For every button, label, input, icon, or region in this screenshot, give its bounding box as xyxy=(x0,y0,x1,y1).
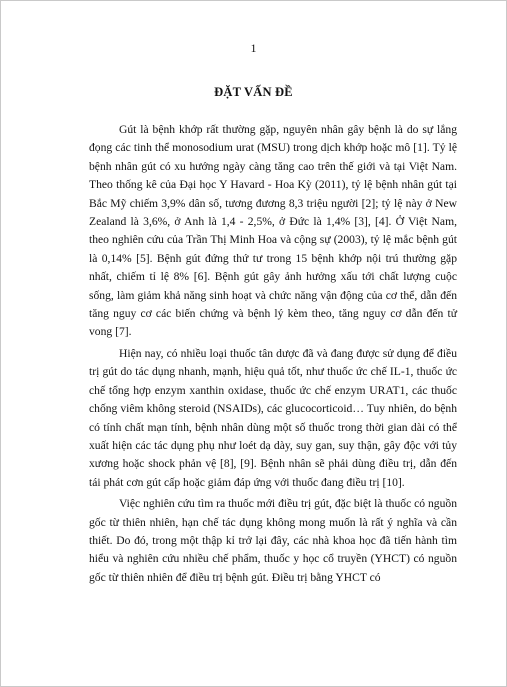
section-title: ĐẶT VẤN ĐỀ xyxy=(214,85,293,99)
page-number: 1 xyxy=(250,41,257,55)
paragraph: Gút là bệnh khớp rất thường gặp, nguyên nhân gây bệnh là do sự lắng đọng các tinh thể monosodium urat (MSU) trong dịch khớp hoặc mô [1]. Tỷ lệ bệnh nhân gút có xu hướng ngày càng tăng cao trên thế giới và tại Việt Nam. Theo thống kê của Đại học Y Havard - Hoa Kỳ (2011), tỷ lệ bệnh nhân gút tại Bắc Mỹ chiếm 3,9% dân số, tương đương 8,3 triệu người [2]; tỷ lệ này ở New Zealand là 3,6%, ở Anh là 1,4 - 2,5%, ở Đức là 1,4% [3], [4]. Ở Việt Nam, theo nghiên cứu của Trần Thị Minh Hoa và cộng sự (2003), tỷ lệ mắc bệnh gút là 0,14% [5]. Bệnh gút đứng thứ tư trong 15 bệnh khớp nội trú thường gặp nhất, chiếm tỉ lệ 8% [6]. Bệnh gút gây ảnh hưởng xấu tới chất lượng cuộc sống, làm giảm khả năng sinh hoạt và chức năng vận động của cơ thể, dẫn đến tăng nguy cơ các biến chứng và bệnh lý kèm theo, tăng nguy cơ dẫn đến tử vong [7]. xyxy=(89,123,457,339)
paragraph: Việc nghiên cứu tìm ra thuốc mới điều trị gút, đặc biệt là thuốc có nguồn gốc từ thiên nhiên, hạn chế tác dụng không mong muốn là rất ý nghĩa và cần thiết. Do đó, trong một thập kỉ trở lại đây, các nhà khoa học đã tiến hành tìm hiểu và nghiên cứu nhiều chế phẩm, thuốc y học cổ truyền (YHCT) có nguồn gốc từ thiên nhiên để điều trị bệnh gút. Điều trị bằng YHCT có xyxy=(89,497,457,584)
paragraph: Hiện nay, có nhiều loại thuốc tân dược đã và đang được sử dụng để điều trị gút do tác dụng nhanh, mạnh, hiệu quả tốt, như thuốc ức chế IL-1, thuốc ức chế tổng hợp enzym xanthin oxidase, thuốc ức chế enzym URAT1, các thuốc chống viêm không steroid (NSAIDs), các glucocorticoid… Tuy nhiên, do bệnh có tính chất mạn tính, bệnh nhân dùng một số thuốc trong thời gian dài có thể xuất hiện các tác dụng phụ như loét dạ dày, suy gan, suy thận, gây độc với tủy xương hoặc shock phản vệ [8], [9]. Bệnh nhân sẽ phải dùng điều trị, dẫn đến tái phát cơn gút cấp hoặc giảm đáp ứng với thuốc đang điều trị [10]. xyxy=(89,346,457,489)
body-text xyxy=(89,121,457,587)
